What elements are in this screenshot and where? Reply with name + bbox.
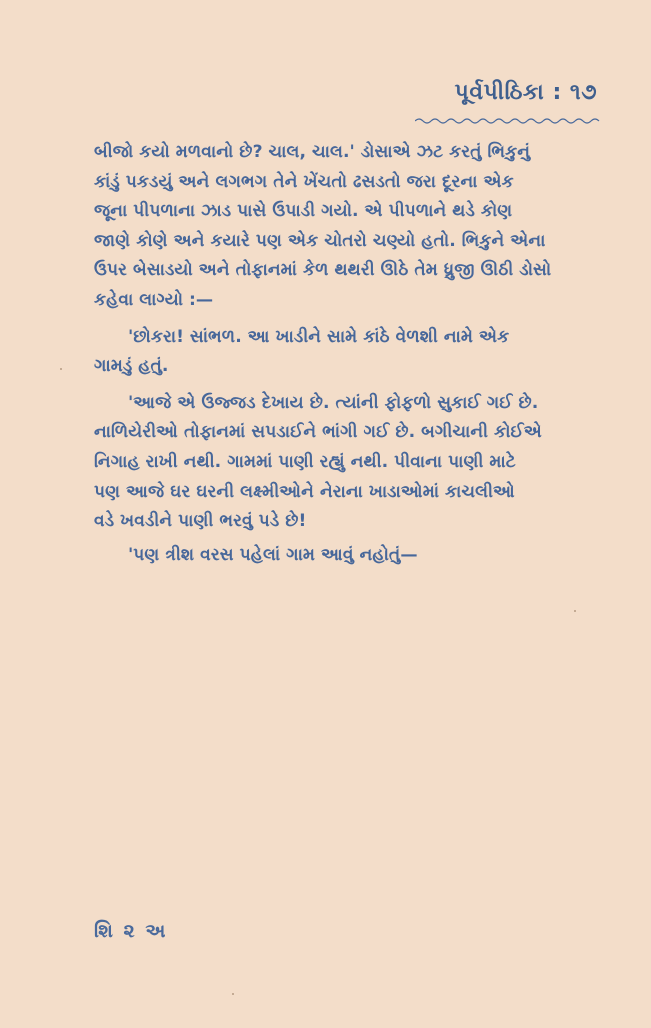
text-line: વડે ખવડીને પાણી ભરવું પડે છે! <box>94 511 307 532</box>
text-line: ઉપર બેસાડયો અને તોફાનમાં કેળ થથરી ઊઠે તેમ ધ્રુજી ઊઠી ડોસો <box>94 260 552 281</box>
paragraph-4 <box>94 541 596 571</box>
paragraph-3 <box>94 389 596 537</box>
text-line: કાંડું પકડયું અને લગભગ તેને ખેંચતો ઢસડતો જરા દૂરના એક <box>94 171 514 192</box>
text-line: બીજો કયો મળવાનો છે? ચાલ, ચાલ.' ડોસાએ ઝટ કરતું ભિકુનું <box>94 142 531 162</box>
text-line: કહેવા લાગ્યો :— <box>94 289 214 310</box>
paper-speck <box>60 368 62 370</box>
text-line: ગામડું હતું. <box>94 356 169 377</box>
text-line: 'છોકરા! સાંભળ. આ ખાડીને સામે કાંઠે વેળશી નામે એક <box>128 326 510 347</box>
paragraph-2 <box>94 323 596 382</box>
text-line: પણ આજે ઘર ઘરની લક્ષ્મીઓને નેરાના ખાડાઓમાં કાચલીઓ <box>94 481 515 502</box>
text-line: નિગાહ રાખી નથી. ગામમાં પાણી રહ્યું નથી. પીવાના પાણી માટે <box>94 451 516 472</box>
running-head: પૂર્વપીઠિકા : ૧૭ <box>454 80 597 105</box>
text-line: 'પણ ત્રીશ વરસ પહેલાં ગામ આવું નહોતું— <box>128 544 418 565</box>
running-head-wavy-rule <box>415 117 601 125</box>
paper-speck <box>232 993 234 995</box>
signature-mark: શિ ૨ અ <box>94 920 168 942</box>
paragraph-1 <box>94 138 596 316</box>
body-text <box>94 138 596 570</box>
text-line: 'આજે એ ઉજ્જડ દેખાય છે. ત્યાંની ફોફળો સુકાઈ ગઈ છે. <box>128 392 539 413</box>
paper-speck <box>574 610 576 612</box>
text-line: જૂના પીપળાના ઝાડ પાસે ઉપાડી ગયો. એ પીપળાને થડે કોણ <box>94 201 513 222</box>
text-line: નાળિયેરીઓ તોફાનમાં સપડાઈને ભાંગી ગઈ છે. બગીચાની કોઈએ <box>94 422 542 443</box>
text-line: જાણે કોણે અને કયારે પણ એક ચોતરો ચણ્યો હતો. ભિકુને એના <box>94 230 546 251</box>
